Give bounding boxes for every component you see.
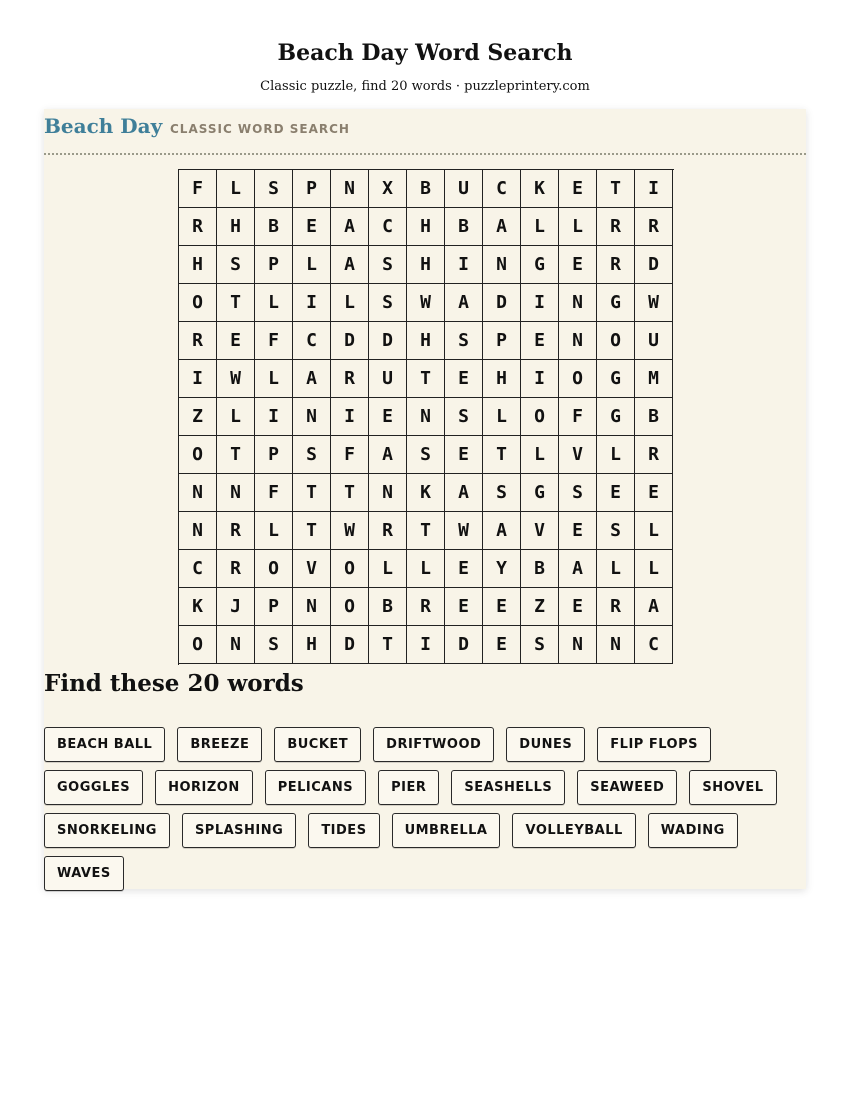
grid-cell: T [407, 360, 445, 398]
grid-cell: N [179, 512, 217, 550]
grid-cell: H [179, 246, 217, 284]
grid-cell: N [483, 246, 521, 284]
grid-cell: F [255, 322, 293, 360]
grid-cell: G [521, 246, 559, 284]
grid-cell: P [255, 436, 293, 474]
grid-cell: L [483, 398, 521, 436]
letter-grid [178, 169, 674, 665]
grid-cell: W [445, 512, 483, 550]
grid-cell: O [559, 360, 597, 398]
grid-cell: S [559, 474, 597, 512]
grid-cell: S [255, 626, 293, 664]
grid-cell: U [635, 322, 673, 360]
grid-cell: S [597, 512, 635, 550]
grid-cell: D [331, 626, 369, 664]
grid-cell: O [179, 436, 217, 474]
grid-cell: O [521, 398, 559, 436]
grid-cell: C [293, 322, 331, 360]
grid-cell: N [217, 626, 255, 664]
grid-cell: N [179, 474, 217, 512]
grid-cell: L [217, 398, 255, 436]
grid-cell: I [331, 398, 369, 436]
grid-cell: I [407, 626, 445, 664]
grid-cell: P [255, 588, 293, 626]
grid-cell: L [217, 170, 255, 208]
grid-cell: E [445, 436, 483, 474]
word-chip: HORIZON [155, 770, 253, 805]
grid-cell: B [635, 398, 673, 436]
grid-cell: R [217, 512, 255, 550]
grid-cell: N [407, 398, 445, 436]
grid-cell: C [483, 170, 521, 208]
word-chip: PELICANS [265, 770, 366, 805]
word-chip: SPLASHING [182, 813, 296, 848]
grid-cell: T [597, 170, 635, 208]
grid-cell: L [597, 550, 635, 588]
card-header [44, 109, 806, 155]
grid-cell: T [217, 436, 255, 474]
grid-cell: I [255, 398, 293, 436]
grid-cell: T [217, 284, 255, 322]
grid-cell: T [407, 512, 445, 550]
grid-cell: B [255, 208, 293, 246]
grid-cell: A [635, 588, 673, 626]
word-chip: DRIFTWOOD [373, 727, 494, 762]
grid-cell: U [369, 360, 407, 398]
grid-cell: S [407, 436, 445, 474]
grid-cell: B [369, 588, 407, 626]
grid-cell: R [179, 322, 217, 360]
grid-cell: G [597, 284, 635, 322]
grid-cell: N [293, 398, 331, 436]
grid-cell: E [635, 474, 673, 512]
grid-cell: Z [179, 398, 217, 436]
grid-cell: R [407, 588, 445, 626]
grid-cell: A [483, 208, 521, 246]
grid-cell: Y [483, 550, 521, 588]
word-chip: GOGGLES [44, 770, 143, 805]
grid-cell: S [217, 246, 255, 284]
grid-cell: C [179, 550, 217, 588]
grid-cell: H [293, 626, 331, 664]
grid-cell: D [369, 322, 407, 360]
grid-cell: L [255, 360, 293, 398]
card-subtitle: CLASSIC WORD SEARCH [170, 122, 350, 136]
grid-cell: S [521, 626, 559, 664]
grid-cell: N [217, 474, 255, 512]
grid-cell: E [293, 208, 331, 246]
grid-cell: D [445, 626, 483, 664]
grid-cell: I [445, 246, 483, 284]
grid-cell: S [483, 474, 521, 512]
grid-cell: L [293, 246, 331, 284]
grid-cell: E [559, 246, 597, 284]
grid-cell: A [445, 474, 483, 512]
word-chip: UMBRELLA [392, 813, 501, 848]
grid-cell: N [559, 322, 597, 360]
grid-cell: I [521, 360, 559, 398]
grid-cell: K [179, 588, 217, 626]
grid-cell: U [445, 170, 483, 208]
grid-cell: E [521, 322, 559, 360]
grid-cell: O [331, 588, 369, 626]
grid-cell: V [559, 436, 597, 474]
grid-cell: L [597, 436, 635, 474]
grid-cell: S [255, 170, 293, 208]
word-list [44, 727, 806, 891]
grid-cell: R [369, 512, 407, 550]
word-chip: WADING [648, 813, 738, 848]
grid-cell: N [559, 626, 597, 664]
grid-cell: K [407, 474, 445, 512]
grid-cell: H [407, 322, 445, 360]
grid-cell: I [521, 284, 559, 322]
page-subtitle: Classic puzzle, find 20 words · puzzleprintery.com [260, 79, 590, 94]
grid-cell: P [293, 170, 331, 208]
grid-cell: L [255, 512, 293, 550]
grid-cell: T [369, 626, 407, 664]
grid-cell: E [483, 588, 521, 626]
grid-cell: E [369, 398, 407, 436]
word-chip: TIDES [308, 813, 379, 848]
grid-cell: A [483, 512, 521, 550]
grid-cell: N [293, 588, 331, 626]
grid-cell: S [369, 246, 407, 284]
grid-cell: F [331, 436, 369, 474]
grid-cell: R [597, 208, 635, 246]
grid-cell: O [255, 550, 293, 588]
word-chip: BEACH BALL [44, 727, 165, 762]
word-chip: WAVES [44, 856, 124, 891]
word-chip: SEAWEED [577, 770, 677, 805]
grid-cell: P [255, 246, 293, 284]
grid-cell: F [255, 474, 293, 512]
word-chip: BUCKET [274, 727, 361, 762]
grid-cell: R [597, 588, 635, 626]
grid-cell: S [369, 284, 407, 322]
word-chip: VOLLEYBALL [512, 813, 635, 848]
grid-cell: T [293, 474, 331, 512]
grid-cell: S [445, 322, 483, 360]
grid-cell: T [331, 474, 369, 512]
grid-cell: C [635, 626, 673, 664]
grid-cell: A [293, 360, 331, 398]
grid-cell: L [635, 550, 673, 588]
grid-cell: O [331, 550, 369, 588]
grid-cell: E [445, 360, 483, 398]
grid-cell: A [445, 284, 483, 322]
grid-cell: I [293, 284, 331, 322]
grid-cell: W [635, 284, 673, 322]
grid-cell: O [179, 284, 217, 322]
grid-cell: G [597, 398, 635, 436]
grid-cell: I [179, 360, 217, 398]
grid-cell: D [635, 246, 673, 284]
grid-cell: V [293, 550, 331, 588]
grid-cell: L [559, 208, 597, 246]
grid-cell: R [597, 246, 635, 284]
grid-cell: W [331, 512, 369, 550]
word-list-heading: Find these 20 words [44, 670, 304, 697]
grid-cell: W [407, 284, 445, 322]
grid-cell: J [217, 588, 255, 626]
page-header [0, 38, 850, 96]
grid-cell: W [217, 360, 255, 398]
grid-cell: E [217, 322, 255, 360]
grid-cell: E [445, 550, 483, 588]
grid-cell: L [635, 512, 673, 550]
grid-cell: L [255, 284, 293, 322]
grid-cell: P [483, 322, 521, 360]
grid-cell: Z [521, 588, 559, 626]
grid-cell: O [179, 626, 217, 664]
grid-cell: B [445, 208, 483, 246]
card-title: Beach Day [44, 114, 163, 138]
grid-cell: X [369, 170, 407, 208]
grid-cell: A [331, 208, 369, 246]
grid-cell: O [597, 322, 635, 360]
grid-cell: N [559, 284, 597, 322]
grid-cell: T [293, 512, 331, 550]
grid-cell: K [521, 170, 559, 208]
grid-cell: H [483, 360, 521, 398]
grid-cell: H [407, 208, 445, 246]
grid-cell: L [521, 208, 559, 246]
word-chip: DUNES [506, 727, 585, 762]
grid-cell: H [407, 246, 445, 284]
grid-cell: B [407, 170, 445, 208]
grid-cell: C [369, 208, 407, 246]
grid-cell: R [179, 208, 217, 246]
grid-cell: N [369, 474, 407, 512]
grid-cell: G [521, 474, 559, 512]
grid-cell: M [635, 360, 673, 398]
grid-cell: L [407, 550, 445, 588]
grid-cell: R [635, 436, 673, 474]
grid-cell: E [483, 626, 521, 664]
grid-cell: B [521, 550, 559, 588]
grid-cell: R [331, 360, 369, 398]
grid-cell: T [483, 436, 521, 474]
word-chip: SNORKELING [44, 813, 170, 848]
word-chip: SEASHELLS [451, 770, 565, 805]
grid-cell: L [521, 436, 559, 474]
grid-cell: E [559, 170, 597, 208]
grid-cell: E [445, 588, 483, 626]
grid-cell: N [597, 626, 635, 664]
grid-cell: L [369, 550, 407, 588]
grid-cell: I [635, 170, 673, 208]
word-chip: BREEZE [177, 727, 262, 762]
grid-cell: A [559, 550, 597, 588]
grid-cell: D [331, 322, 369, 360]
grid-cell: E [559, 588, 597, 626]
page-title: Beach Day Word Search [277, 40, 573, 66]
grid-cell: D [483, 284, 521, 322]
puzzle-card [44, 109, 806, 889]
grid-cell: A [369, 436, 407, 474]
grid-cell: N [331, 170, 369, 208]
grid-cell: E [597, 474, 635, 512]
grid-cell: G [597, 360, 635, 398]
grid-cell: V [521, 512, 559, 550]
grid-cell: A [331, 246, 369, 284]
grid-cell: H [217, 208, 255, 246]
grid-cell: S [293, 436, 331, 474]
word-chip: PIER [378, 770, 439, 805]
word-chip: SHOVEL [689, 770, 776, 805]
word-chip: FLIP FLOPS [597, 727, 711, 762]
grid-cell: F [179, 170, 217, 208]
grid-cell: S [445, 398, 483, 436]
grid-cell: L [331, 284, 369, 322]
grid-cell: R [635, 208, 673, 246]
grid-cell: E [559, 512, 597, 550]
grid-cell: F [559, 398, 597, 436]
grid-cell: R [217, 550, 255, 588]
